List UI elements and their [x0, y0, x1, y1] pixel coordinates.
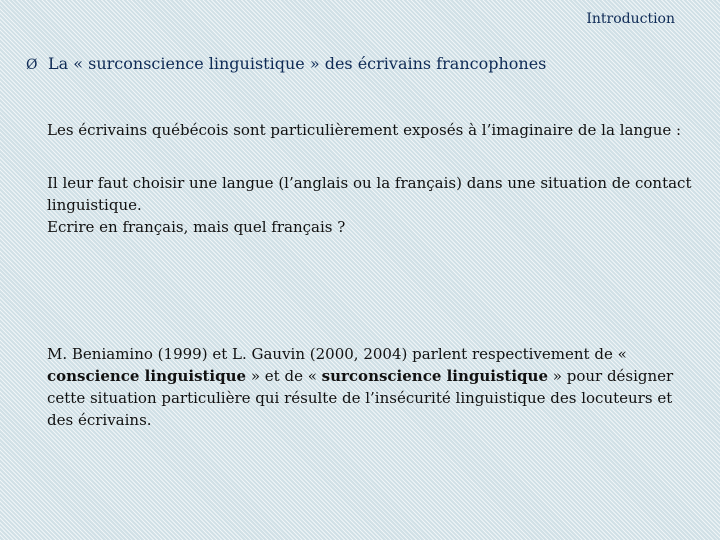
choice-paragraph: [47, 172, 699, 238]
choice-text: Il leur faut choisir une langue (l’anglais ou la français) dans une situation de contact linguistique.: [47, 174, 692, 214]
citation-text: [47, 343, 699, 431]
citation-paragraph: [47, 343, 699, 431]
heading-text: La « surconscience linguistique » des écrivains francophones: [48, 54, 547, 73]
arrow-bullet-icon: Ø: [26, 57, 38, 73]
slide-heading: [26, 54, 546, 73]
term-surconscience: surconscience linguistique: [321, 367, 548, 385]
citation-part-1: M. Beniamino (1999) et L. Gauvin (2000, 2004) parlent respectivement de «: [47, 345, 627, 363]
citation-part-3: » pour désigner cette situation particulière qui résulte de l’insécurité linguistique des locuteurs et des écrivains.: [47, 367, 674, 429]
section-label: Introduction: [586, 11, 675, 27]
term-conscience: conscience linguistique: [47, 367, 247, 385]
question-text: Ecrire en français, mais quel français ?: [47, 218, 346, 236]
intro-paragraph: [47, 119, 699, 141]
citation-part-2: » et de «: [246, 367, 322, 385]
intro-text: Les écrivains québécois sont particulièrement exposés à l’imaginaire de la langue :: [47, 121, 682, 139]
